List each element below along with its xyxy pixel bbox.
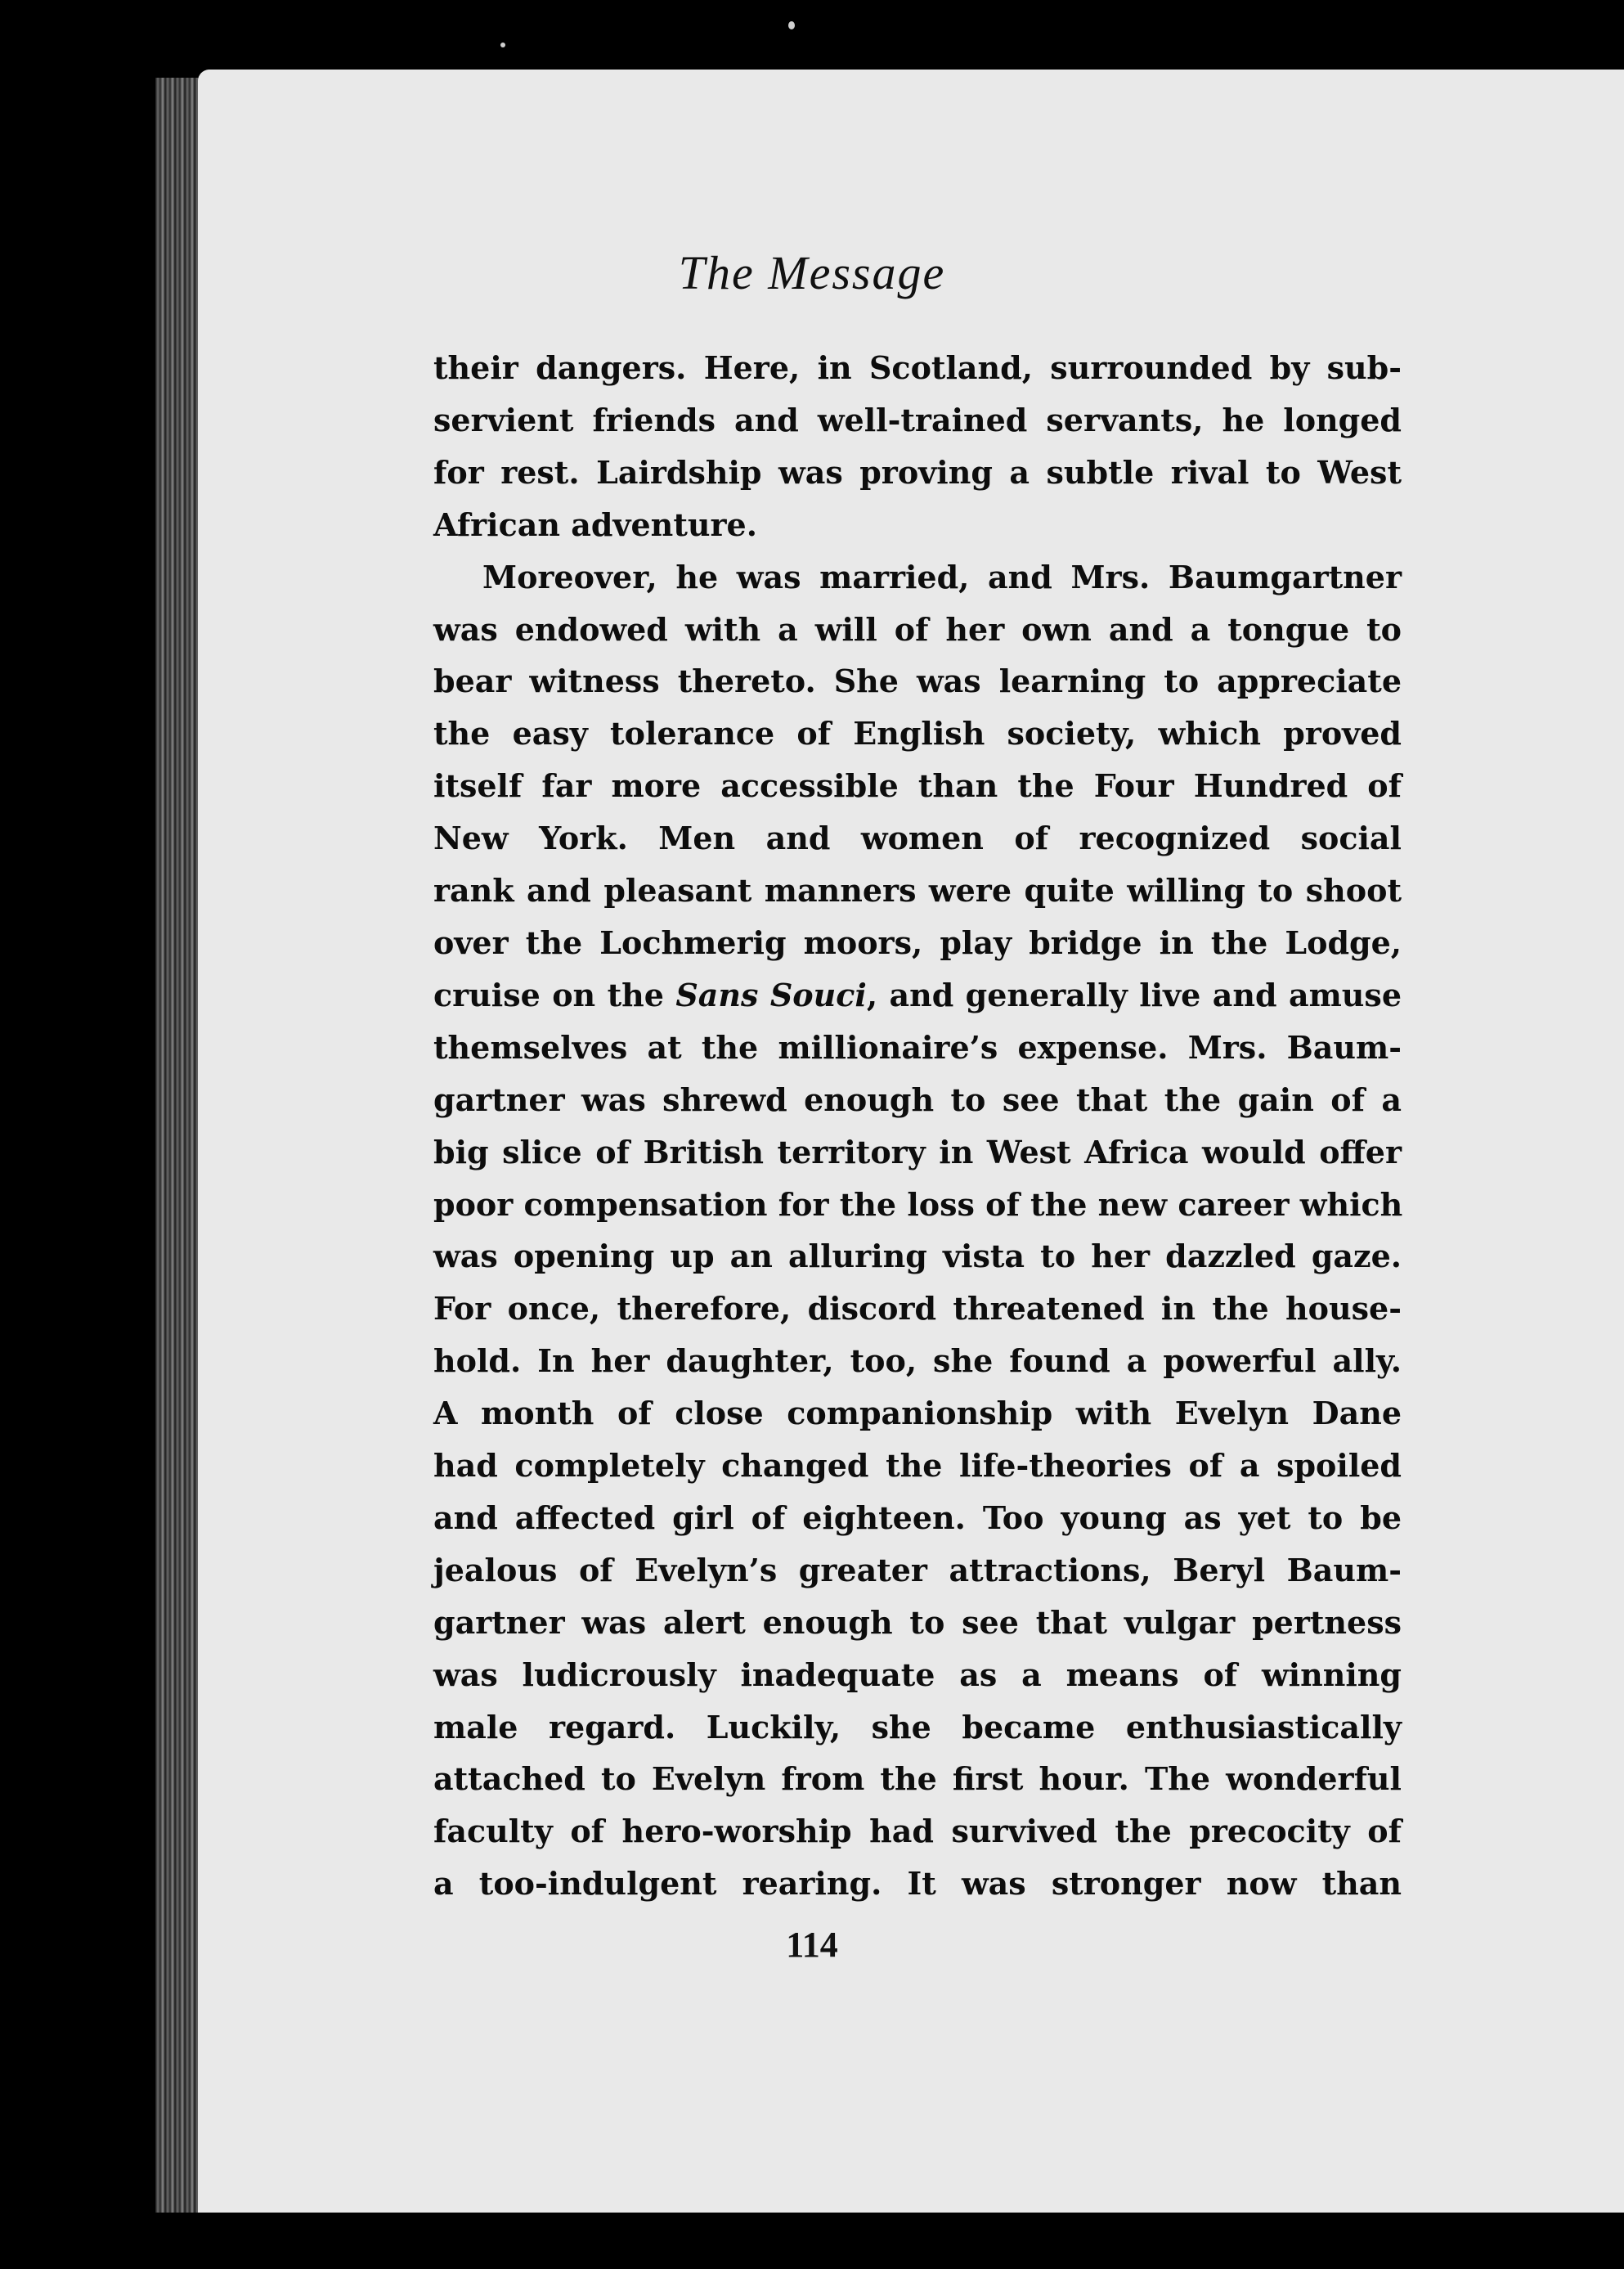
text-line: male regard. Luckily, she became enthusiastically xyxy=(433,1708,1402,1746)
text-line: servient friends and well-trained servants, he longed xyxy=(433,401,1402,438)
text-line: the easy tolerance of English society, which proved xyxy=(433,715,1402,753)
text-line: and affected girl of eighteen. Too young as yet to be xyxy=(433,1498,1402,1536)
text-line: bear witness thereto. She was learning to appreciate xyxy=(433,663,1402,700)
running-head: The Message xyxy=(678,246,946,299)
text-line: Moreover, he was married, and Mrs. Baumgartner xyxy=(482,558,1402,595)
text-line: itself far more accessible than the Four Hundred of xyxy=(433,767,1402,805)
body-text xyxy=(433,342,1402,1910)
italic-ship-name: Sans Souci xyxy=(675,976,867,1013)
text-line: A month of close companionship with Evelyn Dane xyxy=(433,1395,1402,1432)
text-line: attached to Evelyn from the first hour. The wonderful xyxy=(433,1760,1402,1798)
text-line: was endowed with a will of her own and a tongue to xyxy=(433,610,1402,648)
text-line: for rest. Lairdship was proving a subtle rival to West xyxy=(433,453,1402,491)
text-line: jealous of Evelyn’s greater attractions, Beryl Baum- xyxy=(433,1551,1402,1588)
text-line: poor compensation for the loss of the new career which xyxy=(433,1185,1403,1223)
text-line: themselves at the millionaire’s expense. Mrs. Baum- xyxy=(433,1028,1402,1066)
scan-speck xyxy=(788,21,795,29)
text-line: was ludicrously inadequate as a means of winning xyxy=(433,1656,1402,1693)
text-line: gartner was alert enough to see that vulgar pertness xyxy=(433,1603,1402,1641)
text-line: was opening up an alluring vista to her dazzled gaze. xyxy=(433,1238,1402,1275)
text-line: New York. Men and women of recognized social xyxy=(433,820,1402,857)
text-line: For once, therefore, discord threatened in the house- xyxy=(433,1290,1402,1328)
text-line: hold. In her daughter, too, she found a powerful ally. xyxy=(433,1342,1402,1380)
text-line: African adventure. xyxy=(433,505,757,543)
text-line: over the Lochmerig moors, play bridge in the Lodge, xyxy=(433,923,1402,961)
text-line-with-italic xyxy=(433,969,1402,1022)
text-line: had completely changed the life-theories of a spoiled xyxy=(433,1447,1402,1485)
text-line: rank and pleasant manners were quite willing to shoot xyxy=(433,872,1402,910)
book-page-edge xyxy=(155,78,204,2213)
page-number: 114 xyxy=(786,1925,838,1965)
text-line: faculty of hero-worship had survived the precocity of xyxy=(433,1813,1402,1850)
scan-speck xyxy=(500,43,505,47)
text-line: gartner was shrewd enough to see that the gain of a xyxy=(433,1081,1402,1118)
text-run: cruise on the xyxy=(433,976,676,1013)
text-line: their dangers. Here, in Scotland, surrounded by sub- xyxy=(433,349,1402,386)
text-line: a too-indulgent rearing. It was stronger now than xyxy=(433,1865,1402,1903)
text-line: big slice of British territory in West Africa would offer xyxy=(433,1133,1402,1170)
text-run: , and generally live and amuse xyxy=(866,976,1402,1013)
